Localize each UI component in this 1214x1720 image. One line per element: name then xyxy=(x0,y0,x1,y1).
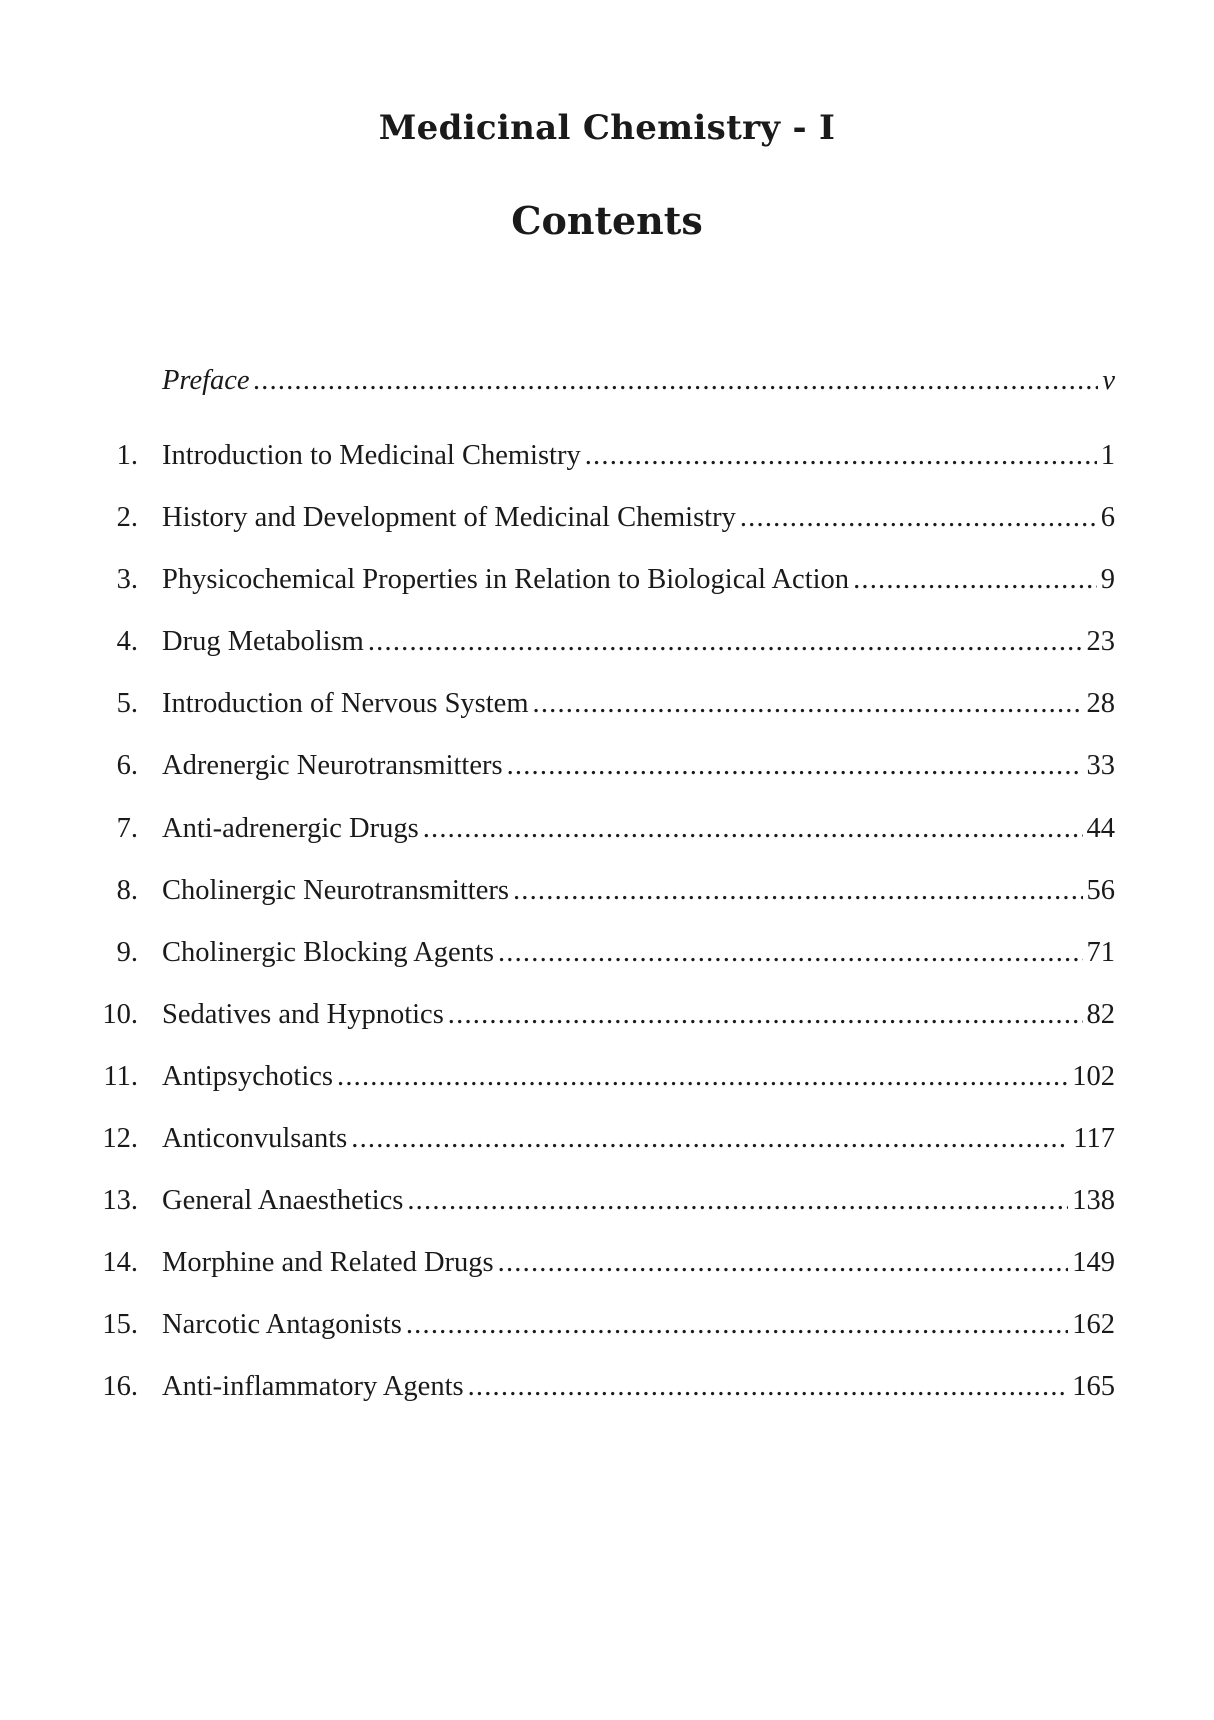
toc-entry-label: Antipsychotics xyxy=(162,1060,333,1092)
toc-entry xyxy=(90,1061,1115,1123)
toc-entry xyxy=(90,1123,1115,1185)
toc-entry-page: 9 xyxy=(1100,564,1115,596)
toc-entry xyxy=(90,1371,1115,1433)
toc-entry-page: 82 xyxy=(1086,998,1115,1030)
toc-entry-page: 102 xyxy=(1072,1060,1115,1092)
toc-entry-number: 16. xyxy=(102,1371,138,1403)
toc-entry-page: 28 xyxy=(1086,688,1115,720)
toc-entry-number: 5. xyxy=(116,688,138,720)
toc-entry-number: 4. xyxy=(116,626,138,658)
toc-leader-dots xyxy=(585,440,1097,472)
toc-entry xyxy=(90,564,1115,626)
toc-entry-number: 6. xyxy=(116,750,138,782)
toc-entry-page: 6 xyxy=(1100,502,1115,534)
toc-entry-page: 165 xyxy=(1072,1371,1115,1403)
book-title: Medicinal Chemistry - I xyxy=(378,108,836,148)
toc-leader-dots xyxy=(498,1247,1069,1279)
toc-entry xyxy=(90,502,1115,564)
toc-leader-dots xyxy=(533,688,1083,720)
toc-entry-label: General Anaesthetics xyxy=(162,1185,404,1217)
toc-entry-label: Drug Metabolism xyxy=(162,626,364,658)
toc-leader-dots xyxy=(351,1123,1069,1155)
toc-entry-number: 9. xyxy=(116,936,138,968)
toc-preface-page: v xyxy=(1102,365,1115,396)
toc-entry xyxy=(90,1247,1115,1309)
toc-entry xyxy=(90,626,1115,688)
toc-leader-dots xyxy=(513,875,1083,907)
toc-leader-dots xyxy=(740,502,1097,534)
toc-entry-label: Anti-inflammatory Agents xyxy=(162,1371,464,1403)
toc-entry-number: 12. xyxy=(102,1123,138,1155)
toc-leader-dots xyxy=(407,1185,1068,1217)
toc-leader-dots xyxy=(468,1371,1069,1403)
toc-leader-dots xyxy=(406,1309,1068,1341)
toc-entry-number: 14. xyxy=(102,1247,138,1279)
toc-entry-number: 11. xyxy=(103,1060,138,1092)
contents-heading: Contents xyxy=(511,198,703,243)
toc-entry xyxy=(90,813,1115,875)
toc-entry-page: 149 xyxy=(1072,1247,1115,1279)
toc-entry-number: 2. xyxy=(116,502,138,534)
toc-entry-page: 117 xyxy=(1073,1123,1115,1155)
toc-entry-number: 15. xyxy=(102,1309,138,1341)
toc-entry xyxy=(90,999,1115,1061)
toc-leader-dots xyxy=(498,937,1083,969)
toc-entry xyxy=(90,750,1115,812)
toc-leader-dots xyxy=(507,750,1083,782)
toc-entry-label: History and Development of Medicinal Chemistry xyxy=(162,502,736,534)
toc-entry-number: 8. xyxy=(116,874,138,906)
toc-entry-number: 13. xyxy=(102,1185,138,1217)
toc-entry-label: Cholinergic Blocking Agents xyxy=(162,936,494,968)
toc-entry xyxy=(90,875,1115,937)
toc-entry-page: 1 xyxy=(1100,440,1115,471)
toc-entry-number: 1. xyxy=(116,440,138,471)
toc-entry-label: Anticonvulsants xyxy=(162,1123,348,1155)
toc-entry-label: Narcotic Antagonists xyxy=(162,1309,402,1341)
toc-entry-number: 10. xyxy=(102,998,138,1030)
toc-entry xyxy=(90,1309,1115,1371)
toc-entry-label: Sedatives and Hypnotics xyxy=(162,998,444,1030)
toc-preface-label: Preface xyxy=(162,365,250,396)
toc-entry-number: 7. xyxy=(116,812,138,844)
toc-leader-dots xyxy=(337,1061,1068,1093)
toc-leader-dots xyxy=(423,813,1083,845)
toc-entry-label: Physicochemical Properties in Relation to Biological Action xyxy=(162,564,850,596)
toc-entry-label: Introduction of Nervous System xyxy=(162,688,529,720)
toc-entry-number: 3. xyxy=(116,564,138,596)
toc-entry-page: 56 xyxy=(1086,874,1115,906)
toc-entry-page: 44 xyxy=(1086,812,1115,844)
toc-entry xyxy=(90,937,1115,999)
toc-entry xyxy=(90,1185,1115,1247)
toc-entry-label: Introduction to Medicinal Chemistry xyxy=(162,440,581,471)
toc-entry xyxy=(90,440,1115,502)
toc-entry-label: Morphine and Related Drugs xyxy=(162,1247,494,1279)
toc-preface-row xyxy=(90,365,1115,440)
toc-entry-page: 71 xyxy=(1086,936,1115,968)
table-of-contents xyxy=(90,365,1115,1434)
toc-entry-label: Adrenergic Neurotransmitters xyxy=(162,750,503,782)
toc-entry-label: Anti-adrenergic Drugs xyxy=(162,812,419,844)
toc-entry-page: 23 xyxy=(1086,626,1115,658)
toc-leader-dots xyxy=(368,626,1083,658)
toc-entry-label: Cholinergic Neurotransmitters xyxy=(162,874,509,906)
toc-entry-page: 138 xyxy=(1072,1185,1115,1217)
toc-entry-page: 162 xyxy=(1072,1309,1115,1341)
toc-leader-dots xyxy=(254,365,1099,397)
toc-entry-page: 33 xyxy=(1086,750,1115,782)
toc-leader-dots xyxy=(448,999,1083,1031)
toc-leader-dots xyxy=(853,564,1097,596)
toc-entry xyxy=(90,688,1115,750)
